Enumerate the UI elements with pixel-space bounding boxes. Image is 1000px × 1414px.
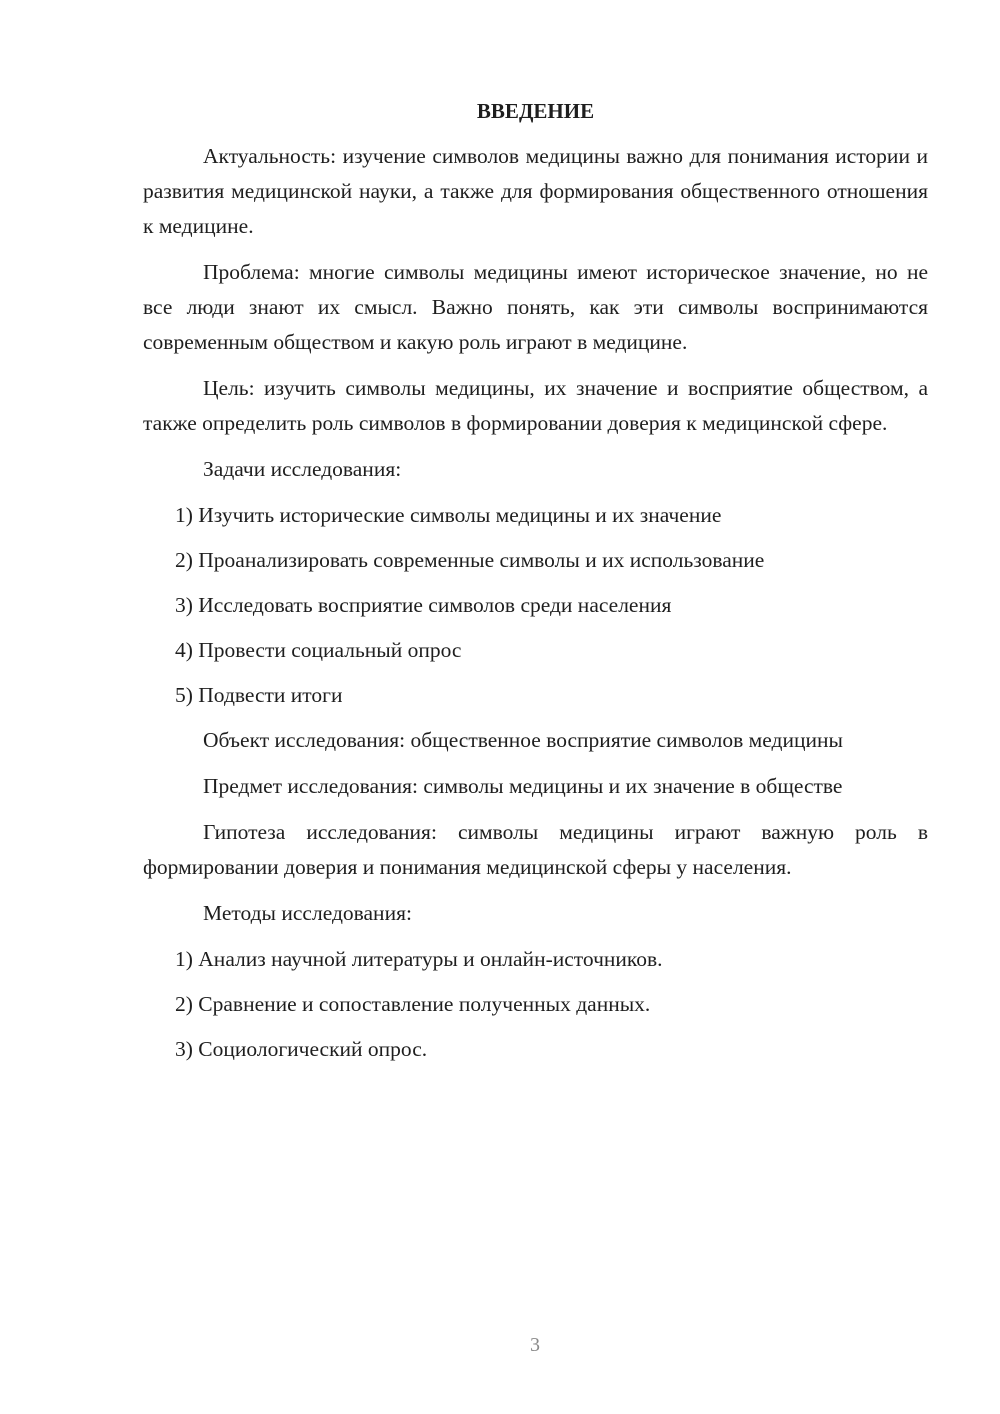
methods-heading: Методы исследования: (203, 901, 412, 925)
list-item: 4) Провести социальный опрос (175, 638, 462, 662)
list-item: 3) Социологический опрос. (175, 1037, 428, 1061)
list-item: 1) Изучить исторические символы медицины и их значение (175, 503, 722, 527)
object-paragraph: Объект исследования: общественное восприятие символов медицины (203, 728, 843, 752)
list-item: 5) Подвести итоги (175, 683, 343, 707)
page-number: 3 (530, 1334, 540, 1356)
list-item: 1) Анализ научной литературы и онлайн-источников. (175, 947, 663, 971)
list-item: 2) Сравнение и сопоставление полученных данных. (175, 992, 651, 1016)
subject-paragraph: Предмет исследования: символы медицины и их значение в обществе (203, 774, 843, 798)
tasks-heading: Задачи исследования: (203, 457, 402, 481)
relevance-paragraph: Актуальность: изучение символов медицины важно для понимания истории и развития медицинской науки, а также для формирования общественного отношения к медицине. (143, 144, 928, 238)
problem-paragraph: Проблема: многие символы медицины имеют историческое значение, но не все люди знают их смысл. Важно понять, как эти символы воспринимаются современным обществом и какую роль играют в медицине. (143, 260, 928, 354)
list-item: 2) Проанализировать современные символы и их использование (175, 548, 765, 572)
list-item: 3) Исследовать восприятие символов среди населения (175, 593, 672, 617)
hypothesis-paragraph: Гипотеза исследования: символы медицины играют важную роль в формировании доверия и понимания медицинской сферы у населения. (143, 820, 928, 879)
document-body (143, 94, 928, 1077)
goal-paragraph: Цель: изучить символы медицины, их значение и восприятие обществом, а также определить роль символов в формировании доверия к медицинской сфере. (143, 376, 928, 435)
section-title: ВВЕДЕНИЕ (476, 99, 595, 123)
tasks-list (143, 498, 928, 713)
methods-list (143, 942, 928, 1067)
